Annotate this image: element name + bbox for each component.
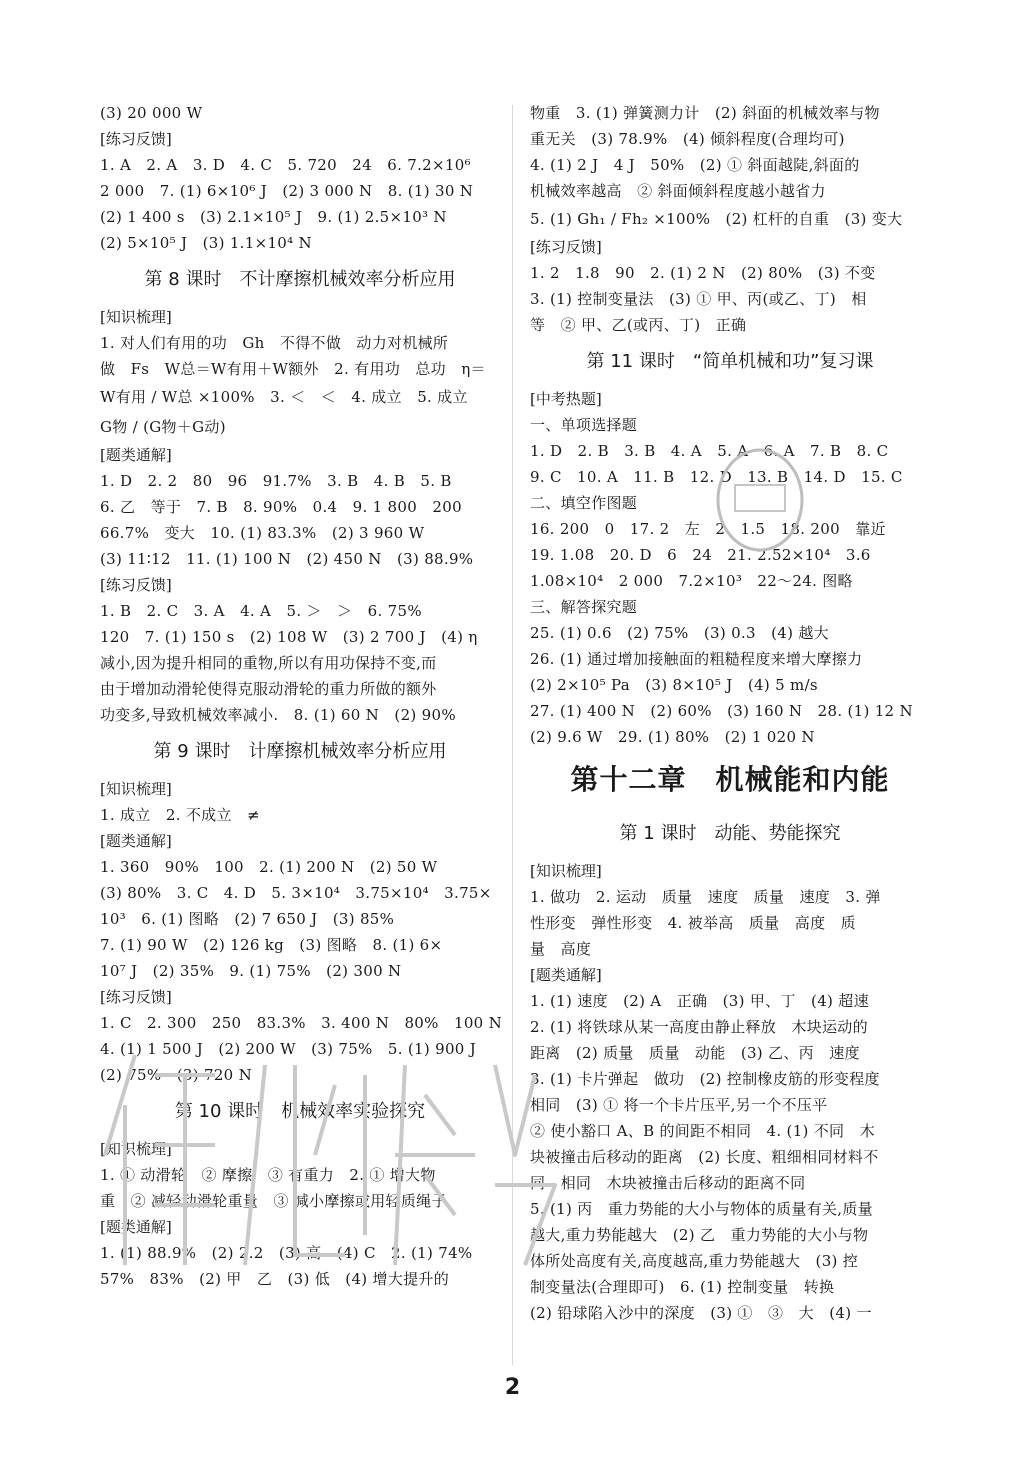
- answer-line: 由于增加动滑轮使得克服动滑轮的重力所做的额外: [100, 680, 437, 698]
- section-header: [练习反馈]: [100, 130, 172, 148]
- answer-line: 重无关 (3) 78.9% (4) 倾斜程度(合理均可): [530, 130, 845, 148]
- answer-line: 2. (1) 将铁球从某一高度由静止释放 木块运动的: [530, 1018, 868, 1036]
- answer-line: 1. D 2. B 3. B 4. A 5. A 6. A 7. B 8. C: [530, 442, 889, 460]
- answer-line: 5. (1) 丙 重力势能的大小与物体的质量有关,质量: [530, 1200, 873, 1218]
- answer-line: W有用 / W总 ×100% 3. ＜ ＜ 4. 成立 5. 成立: [100, 388, 468, 406]
- answer-line: 25. (1) 0.6 (2) 75% (3) 0.3 (4) 越大: [530, 624, 829, 642]
- answer-line: (2) 9.6 W 29. (1) 80% (2) 1 020 N: [530, 728, 815, 746]
- answer-line: 性形变 弹性形变 4. 被举高 质量 高度 质: [530, 914, 856, 932]
- answer-line: (2) 5×10⁵ J (3) 1.1×10⁴ N: [100, 234, 312, 252]
- answer-line: 1. A 2. A 3. D 4. C 5. 720 24 6. 7.2×10⁶: [100, 156, 471, 174]
- answer-line: 2 000 7. (1) 6×10⁶ J (2) 3 000 N 8. (1) 30 N: [100, 182, 474, 200]
- answer-line: 3. (1) 控制变量法 (3) ① 甲、丙(或乙、丁) 相: [530, 290, 867, 308]
- section-header: [知识梳理]: [530, 862, 602, 880]
- answer-line: 16. 200 0 17. 2 左 2 1.5 18. 200 靠近: [530, 520, 886, 538]
- answer-line: 66.7% 变大 10. (1) 83.3% (2) 3 960 W: [100, 524, 425, 542]
- answer-line: 6. 乙 等于 7. B 8. 90% 0.4 9. 1 800 200: [100, 498, 462, 516]
- answer-line: 1.08×10⁴ 2 000 7.2×10³ 22～24. 图略: [530, 572, 853, 590]
- answer-line: 制变量法(合理即可) 6. (1) 控制变量 转换: [530, 1278, 835, 1296]
- answer-line: 同 相同 木块被撞击后移动的距离不同: [530, 1174, 806, 1192]
- lesson-title: 第 1 课时 动能、势能探究: [619, 823, 841, 844]
- answer-line: (3) 11∶12 11. (1) 100 N (2) 450 N (3) 88.9%: [100, 550, 474, 568]
- answer-line: 26. (1) 通过增加接触面的粗糙程度来增大摩擦力: [530, 650, 863, 668]
- answer-line: 一、单项选择题: [530, 416, 638, 434]
- section-header: [知识梳理]: [100, 308, 172, 326]
- answer-line: 120 7. (1) 150 s (2) 108 W (3) 2 700 J (4) η: [100, 628, 478, 646]
- section-header: [练习反馈]: [530, 238, 602, 256]
- answer-line: 距离 (2) 质量 质量 动能 (3) 乙、丙 速度: [530, 1044, 860, 1062]
- answer-line: 体所处高度有关,高度越高,重力势能越大 (3) 控: [530, 1252, 859, 1270]
- answer-line: 等 ② 甲、乙(或丙、丁) 正确: [530, 316, 747, 334]
- answer-line: 1. (1) 88.9% (2) 2.2 (3) 高 (4) C 2. (1) 74%: [100, 1244, 473, 1262]
- answer-line: (2) 铅球陷入沙中的深度 (3) ① ③ 大 (4) 一: [530, 1304, 872, 1322]
- answer-line: 越大,重力势能越大 (2) 乙 重力势能的大小与物: [530, 1226, 869, 1244]
- answer-line: 1. C 2. 300 250 83.3% 3. 400 N 80% 100 N: [100, 1014, 503, 1032]
- answer-line: 相同 (3) ① 将一个卡片压平,另一个不压平: [530, 1096, 828, 1114]
- answer-line: 块被撞击后移动的距离 (2) 长度、粗细相同材料不: [530, 1148, 879, 1166]
- answer-line: 1. 360 90% 100 2. (1) 200 N (2) 50 W: [100, 858, 438, 876]
- lesson-title: 第 10 课时 机械效率实验探究: [174, 1101, 426, 1122]
- answer-line: (3) 80% 3. C 4. D 5. 3×10⁴ 3.75×10⁴ 3.75×: [100, 884, 492, 902]
- answer-line: 量 高度: [530, 940, 592, 958]
- section-header: [题类通解]: [100, 446, 172, 464]
- section-header: [知识梳理]: [100, 780, 172, 798]
- answer-line: 10³ 6. (1) 图略 (2) 7 650 J (3) 85%: [100, 910, 395, 928]
- section-header: [练习反馈]: [100, 576, 172, 594]
- answer-line: 1. 2 1.8 90 2. (1) 2 N (2) 80% (3) 不变: [530, 264, 876, 282]
- answer-line: 7. (1) 90 W (2) 126 kg (3) 图略 8. (1) 6×: [100, 936, 443, 954]
- answer-line: 27. (1) 400 N (2) 60% (3) 160 N 28. (1) 12 N: [530, 702, 913, 720]
- answer-line: (3) 20 000 W: [100, 104, 203, 122]
- section-header: [题类通解]: [100, 1218, 172, 1236]
- answer-line: (2) 1 400 s (3) 2.1×10⁵ J 9. (1) 2.5×10³ N: [100, 208, 447, 226]
- section-header: [题类通解]: [530, 966, 602, 984]
- answer-line: 做 Fs W总＝W有用＋W额外 2. 有用功 总功 η＝: [100, 360, 486, 378]
- answer-line: 1. 成立 2. 不成立 ≠: [100, 806, 260, 824]
- answer-line: 物重 3. (1) 弹簧测力计 (2) 斜面的机械效率与物: [530, 104, 880, 122]
- answer-line: 9. C 10. A 11. B 12. D 13. B 14. D 15. C: [530, 468, 903, 486]
- answer-line: 1. ① 动滑轮 ② 摩擦 ③ 有重力 2. ① 增大物: [100, 1166, 436, 1184]
- chapter-title: 第十二章 机械能和内能: [570, 763, 890, 796]
- page-number: 2: [504, 1375, 521, 1400]
- answer-line: ② 使小豁口 A、B 的间距不相同 4. (1) 不同 木: [530, 1122, 875, 1140]
- answer-line: 减小,因为提升相同的重物,所以有用功保持不变,而: [100, 654, 437, 672]
- section-header: [中考热题]: [530, 390, 602, 408]
- answer-line: 4. (1) 2 J 4 J 50% (2) ① 斜面越陡,斜面的: [530, 156, 860, 174]
- answer-line: 5. (1) Gh₁ / Fh₂ ×100% (2) 杠杆的自重 (3) 变大: [530, 210, 903, 228]
- answer-line: 1. B 2. C 3. A 4. A 5. ＞ ＞ 6. 75%: [100, 602, 422, 620]
- answer-line: 功变多,导致机械效率减小. 8. (1) 60 N (2) 90%: [100, 706, 456, 724]
- left-column: [100, 100, 503, 1292]
- answer-line: 19. 1.08 20. D 6 24 21. 2.52×10⁴ 3.6: [530, 546, 871, 564]
- column-divider: [512, 105, 513, 1365]
- answer-line: 三、解答探究题: [530, 598, 638, 616]
- answer-line: 1. 做功 2. 运动 质量 速度 质量 速度 3. 弹: [530, 888, 881, 906]
- answer-line: 1. 对人们有用的功 Gh 不得不做 动力对机械所: [100, 334, 449, 352]
- answer-line: 10⁷ J (2) 35% 9. (1) 75% (2) 300 N: [100, 962, 402, 980]
- answer-line: 3. (1) 卡片弹起 做功 (2) 控制橡皮筋的形变程度: [530, 1070, 880, 1088]
- section-header: [练习反馈]: [100, 988, 172, 1006]
- section-header: [知识梳理]: [100, 1140, 172, 1158]
- answer-line: 57% 83% (2) 甲 乙 (3) 低 (4) 增大提升的: [100, 1270, 450, 1288]
- answer-line: 二、填空作图题: [530, 494, 638, 512]
- answer-line: 1. (1) 速度 (2) A 正确 (3) 甲、丁 (4) 超速: [530, 992, 869, 1010]
- lesson-title: 第 9 课时 计摩擦机械效率分析应用: [153, 741, 447, 762]
- answer-line: 重 ② 减轻动滑轮重量 ③ 减小摩擦或用轻质绳子: [100, 1192, 447, 1210]
- lesson-title: 第 8 课时 不计摩擦机械效率分析应用: [144, 269, 456, 290]
- section-header: [题类通解]: [100, 832, 172, 850]
- answer-line: 机械效率越高 ② 斜面倾斜程度越小越省力: [530, 182, 826, 200]
- answer-line: 1. D 2. 2 80 96 91.7% 3. B 4. B 5. B: [100, 472, 452, 490]
- answer-line: (2) 2×10⁵ Pa (3) 8×10⁵ J (4) 5 m/s: [530, 676, 818, 694]
- answer-line: (2) 75% (3) 720 N: [100, 1066, 252, 1084]
- lesson-title: 第 11 课时 “简单机械和功”复习课: [586, 351, 874, 372]
- answer-line: 4. (1) 1 500 J (2) 200 W (3) 75% 5. (1) 900 J: [100, 1040, 477, 1058]
- answer-line: G物 / (G物＋G动): [100, 418, 226, 436]
- right-column: [530, 100, 930, 1326]
